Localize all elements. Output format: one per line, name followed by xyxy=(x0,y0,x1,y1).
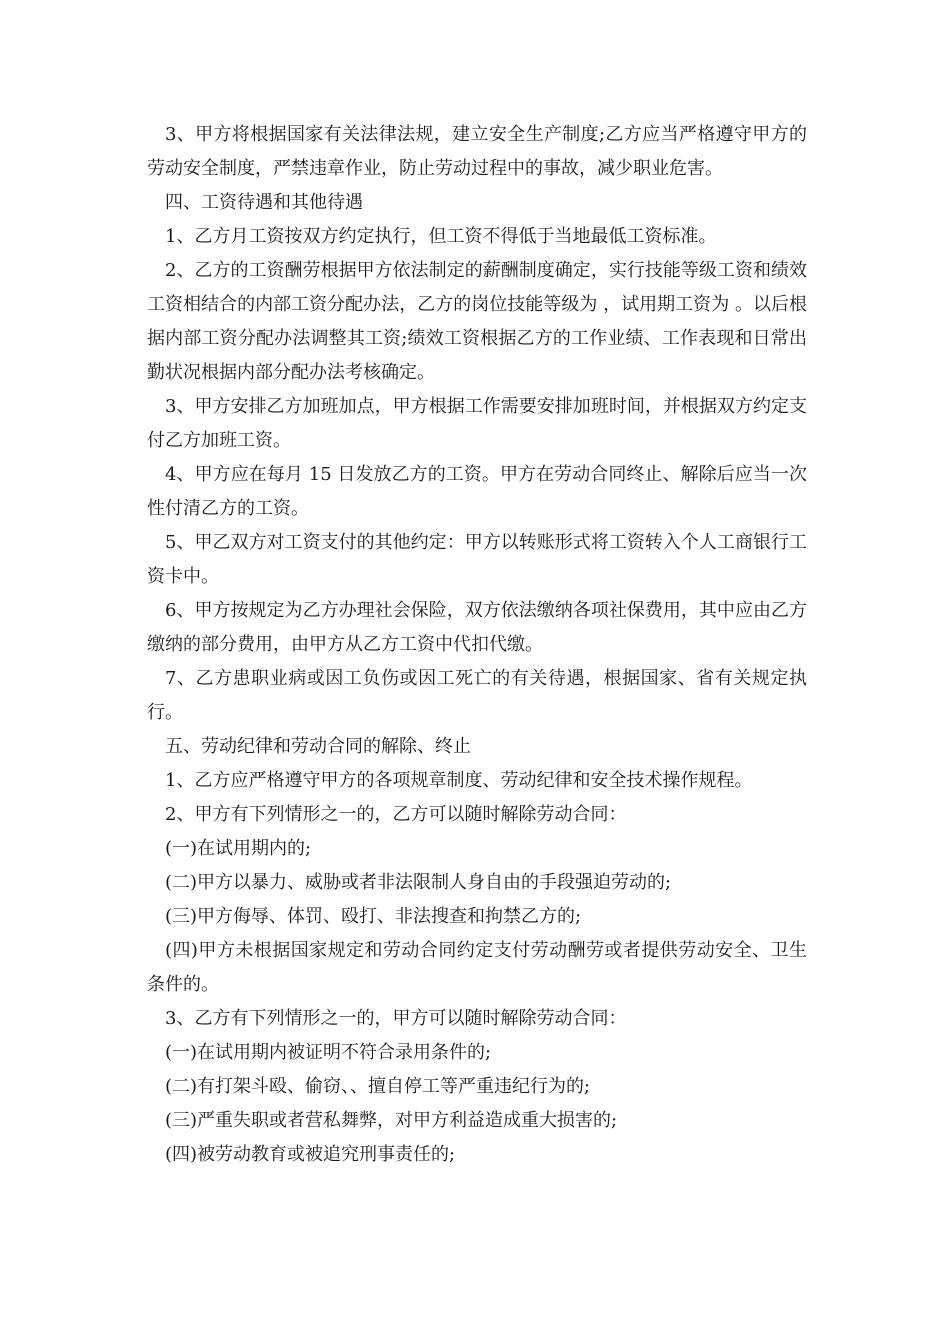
list-item-employer-4: (四)被劳动教育或被追究刑事责任的; xyxy=(165,1144,456,1165)
list-item-employer-3: (三)严重失职或者营私舞弊，对甲方利益造成重大损害的; xyxy=(165,1110,618,1131)
list-item-employee-4: (四)甲方未根据国家规定和劳动合同约定支付劳动酬劳或者提供劳动安全、卫生条件的。 xyxy=(147,940,807,995)
paragraph-discipline-1: 1、乙方应严格遵守甲方的各项规章制度、劳动纪律和安全技术操作规程。 xyxy=(165,770,753,791)
paragraph-discipline-3: 3、乙方有下列情形之一的，甲方可以随时解除劳动合同： xyxy=(165,1008,627,1029)
list-item-employee-2: (二)甲方以暴力、威胁或者非法限制人身自由的手段强迫劳动的; xyxy=(165,872,672,893)
list-item-employer-2: (二)有打架斗殴、偷窃、、擅自停工等严重违纪行为的; xyxy=(165,1076,591,1097)
paragraph-discipline-2: 2、甲方有下列情形之一的，乙方可以随时解除劳动合同： xyxy=(165,804,627,825)
paragraph-wage-3: 3、甲方安排乙方加班加点，甲方根据工作需要安排加班时间，并根据双方约定支付乙方加班工资。 xyxy=(147,396,807,451)
paragraph-wage-2: 2、乙方的工资酬劳根据甲方依法制定的薪酬制度确定，实行技能等级工资和绩效工资相结合的内部工资分配办法，乙方的岗位技能等级为 ，试用期工资为 。以后根据内部工资分配办法调整其工资;绩效工资根据乙方的工作业绩、工作表现和日常出勤状况根据内部分配办法考核确定。 xyxy=(147,260,807,383)
list-item-employer-1: (一)在试用期内被证明不符合录用条件的; xyxy=(165,1042,492,1063)
paragraph-wage-1: 1、乙方月工资按双方约定执行，但工资不得低于当地最低工资标准。 xyxy=(165,226,717,247)
paragraph-wage-6: 6、甲方按规定为乙方办理社会保险，双方依法缴纳各项社保费用，其中应由乙方缴纳的部分费用，由甲方从乙方工资中代扣代缴。 xyxy=(147,600,807,655)
document-body xyxy=(147,118,807,1172)
section-heading-wages: 四、工资待遇和其他待遇 xyxy=(165,192,363,213)
paragraph-safety-clause: 3、甲方将根据国家有关法律法规，建立安全生产制度;乙方应当严格遵守甲方的劳动安全制度，严禁违章作业，防止劳动过程中的事故，减少职业危害。 xyxy=(147,124,807,179)
list-item-employee-1: (一)在试用期内的; xyxy=(165,838,312,859)
paragraph-wage-7: 7、乙方患职业病或因工负伤或因工死亡的有关待遇，根据国家、省有关规定执行。 xyxy=(147,668,807,723)
section-heading-discipline: 五、劳动纪律和劳动合同的解除、终止 xyxy=(165,736,471,757)
paragraph-wage-4: 4、甲方应在每月 15 日发放乙方的工资。甲方在劳动合同终止、解除后应当一次性付清乙方的工资。 xyxy=(147,464,807,519)
paragraph-wage-5: 5、甲乙双方对工资支付的其他约定：甲方以转账形式将工资转入个人工商银行工资卡中。 xyxy=(147,532,807,587)
list-item-employee-3: (三)甲方侮辱、体罚、殴打、非法搜查和拘禁乙方的; xyxy=(165,906,582,927)
